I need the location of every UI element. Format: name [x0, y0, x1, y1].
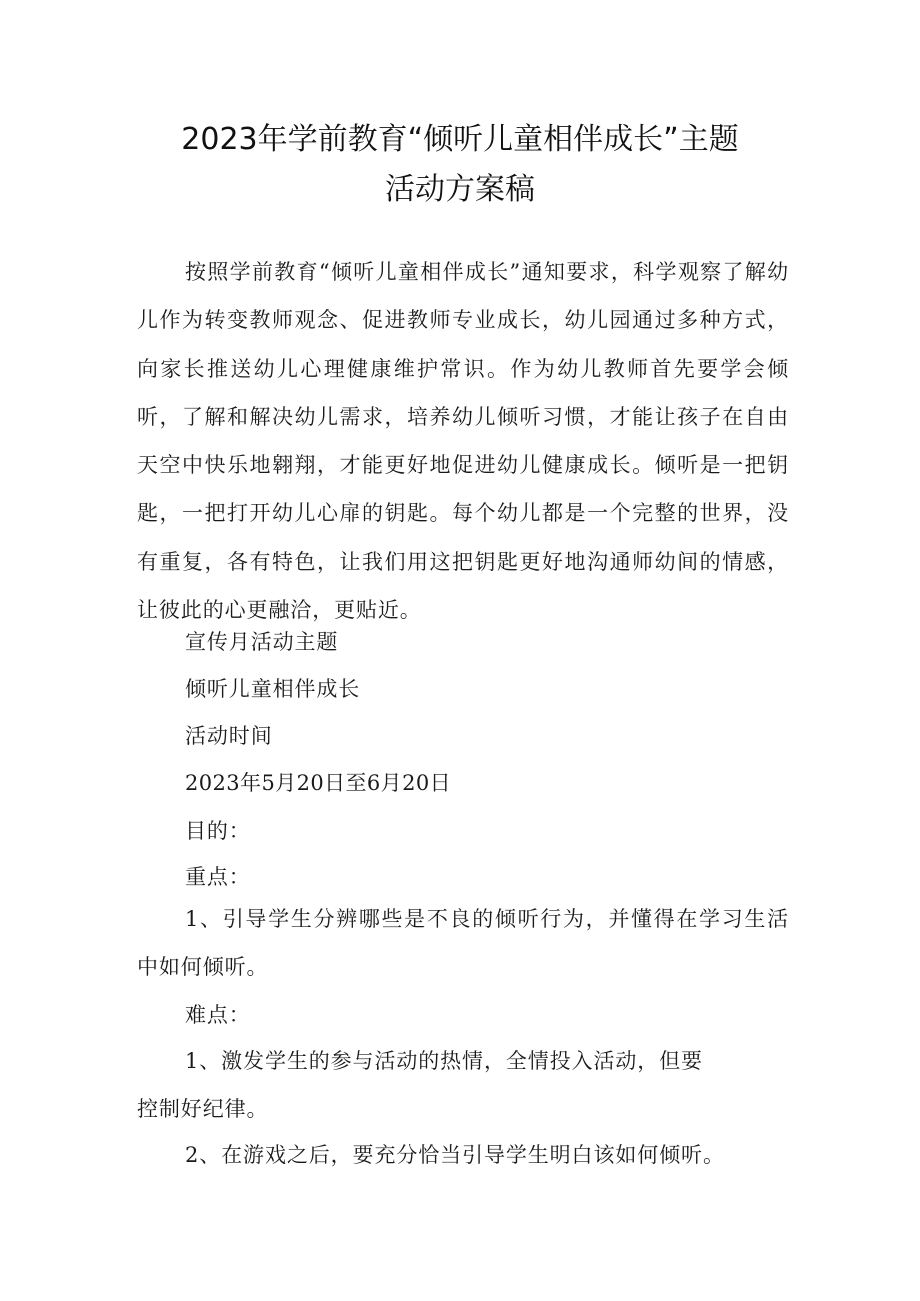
time-heading: 活动时间: [185, 724, 273, 748]
goal-heading: 目的：: [185, 819, 251, 843]
date-range: 2023年5月20日至6月20日: [185, 771, 452, 795]
difficulty-point-1-line-1: 1、激发学生的参与活动的热情，全情投入活动，但要: [185, 1049, 703, 1073]
document-title-line-1: 2023年学前教育“倾听儿童相伴成长”主题: [181, 122, 739, 157]
difficulty-point-1-line-2: 控制好纪律。: [137, 1097, 269, 1121]
theme-text: 倾听儿童相伴成长: [185, 677, 361, 701]
key-heading: 重点：: [185, 865, 251, 889]
key-point-1: 1、引导学生分辨哪些是不良的倾听行为，并懂得在学习生活中如何倾听。: [137, 907, 789, 980]
document-title-line-2: 活动方案稿: [385, 172, 535, 207]
theme-heading: 宣传月活动主题: [185, 630, 339, 654]
intro-paragraph: 按照学前教育“倾听儿童相伴成长”通知要求，科学观察了解幼儿作为转变教师观念、促进教师专业成长，幼儿园通过多种方式，向家长推送幼儿心理健康维护常识。作为幼儿教师首先要学会倾听，了解和解决幼儿需求，培养幼儿倾听习惯，才能让孩子在自由天空中快乐地翱翔，才能更好地促进幼儿健康成长。倾听是一把钥匙，一把打开幼儿心扉的钥匙。每个幼儿都是一个完整的世界，没有重复，各有特色，让我们用这把钥匙更好地沟通师幼间的情感，让彼此的心更融洽，更贴近。: [137, 260, 789, 623]
difficulty-point-2: 2、在游戏之后，要充分恰当引导学生明白该如何倾听。: [185, 1143, 725, 1167]
difficulty-heading: 难点：: [185, 1003, 251, 1027]
